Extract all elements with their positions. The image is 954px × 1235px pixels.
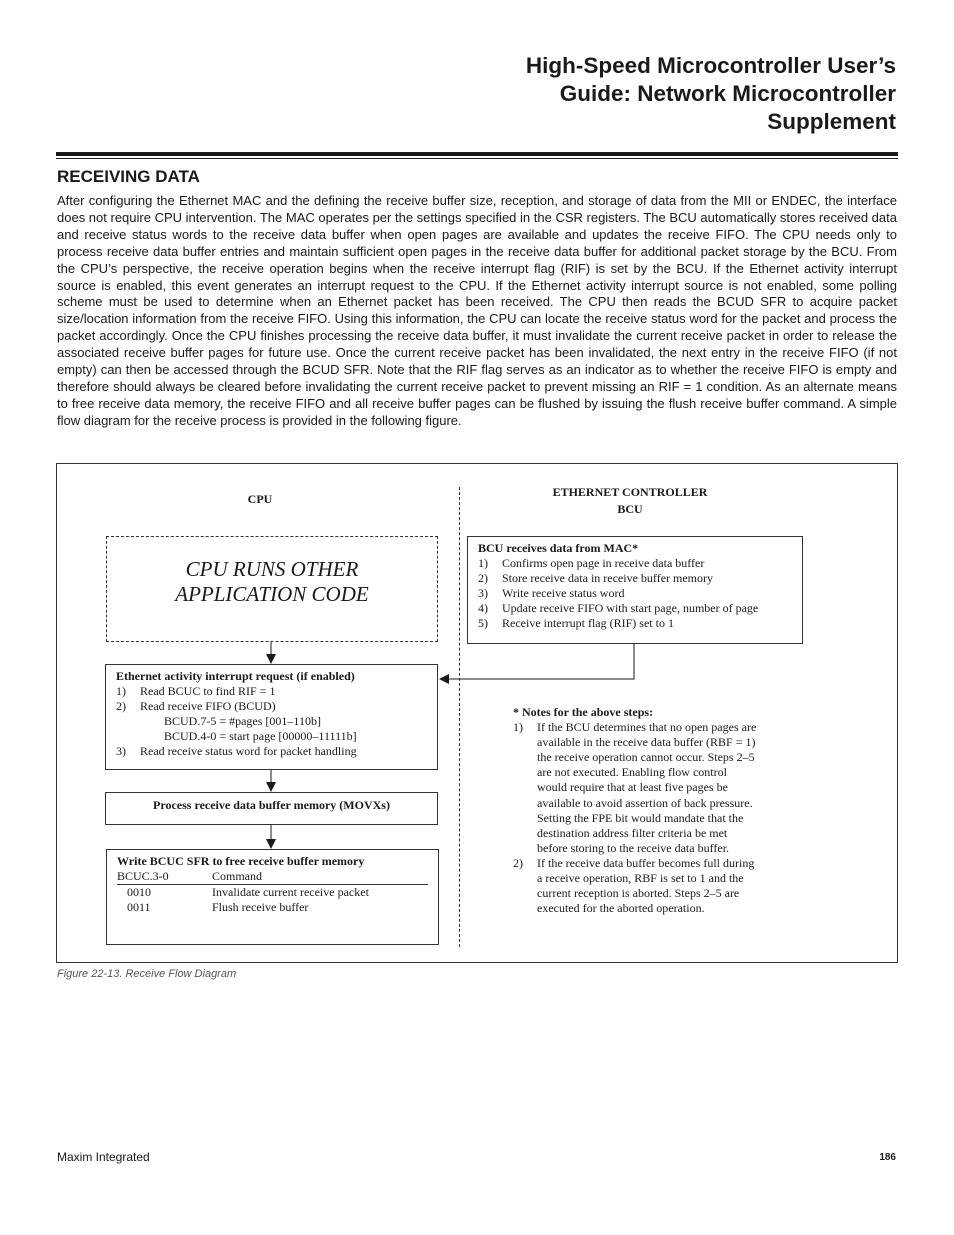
- eth-label-line-1: ETHERNET CONTROLLER: [552, 485, 708, 499]
- bcu-box-title: BCU receives data from MAC*: [478, 541, 639, 555]
- title-line-3: Supplement: [767, 109, 896, 134]
- table-cell: Invalidate current receive packet: [212, 885, 369, 900]
- table-cell: Flush receive buffer: [212, 900, 309, 915]
- list-item: 1) If the BCU determines that no open pages are available in the receive data buffer (RBF = 1) the receive operation cannot occur. Steps 2–5 are not executed. Enabling flow control would require that at least five pages be available to avoid assertion of back pressure. Setting the FPE bit would mandate that the destination address filter criteria be met before storing to the receive data buffer.: [513, 720, 757, 855]
- list-item: 1) Confirms open page in receive data buffer: [478, 556, 705, 571]
- body-paragraph: After configuring the Ethernet MAC and the defining the receive buffer size, reception, and storage of data from the MII or ENDEC, the interface does not require CPU intervention. The MAC operates per the settings specified in the CSR registers. The BCU automatically stores received data and receive status words to the receive data buffer when open pages are available and updates the receive FIFO. The CPU needs only to process receive data buffer entries and maintain sufficient open pages in the receive data buffer for additional packet storage by the BCU. From the CPU’s perspective, the receive operation begins when the receive interrupt flag (RIF) is set by the BCU. If the Ethernet activity interrupt source is enabled, this event generates an interrupt request to the CPU. If the Ethernet activity interrupt source is not enabled, some polling scheme must be used to determine when an Ethernet packet has been received. The CPU then reads the BCUD SFR to acquire packet size/location information from the receive FIFO. Using this information, the CPU can locate the receive status word for the packet and process the packet accordingly. Once the CPU finishes processing the receive data buffer, it must invalidate the current receive packet in order to release the associated receive buffer pages for future use. Once the current receive packet has been invalidated, the next entry in the receive FIFO (if not empty) can then be accessed through the BCUD SFR. Note that the RIF flag serves as an indicator as to whether the receive FIFO is empty and therefore should always be cleared before invalidating the current receive packet to prevent missing an RIF = 1 condition. As an alternate means to free receive data memory, the receive FIFO and all receive buffer pages can be flushed by issuing the flush receive buffer command. A simple flow diagram for the receive process is provided in the following figure.: [57, 193, 897, 428]
- list-subitem: BCUD.4-0 = start page [00000–11111b]: [164, 729, 357, 744]
- process-buffer-box: Process receive data buffer memory (MOVXs): [105, 792, 438, 825]
- table-cell: 0010: [127, 885, 151, 900]
- figure-caption: Figure 22-13. Receive Flow Diagram: [57, 968, 237, 980]
- list-item: 4) Update receive FIFO with start page, number of page: [478, 601, 759, 616]
- table-cell: 0011: [127, 900, 151, 915]
- list-item: 5) Receive interrupt flag (RIF) set to 1: [478, 616, 674, 631]
- list-item: 1) Read BCUC to find RIF = 1: [116, 684, 276, 699]
- section-heading: RECEIVING DATA: [57, 167, 200, 186]
- write-box-title: Write BCUC SFR to free receive buffer memory: [117, 854, 365, 868]
- title-line-2: Guide: Network Microcontroller: [559, 81, 896, 106]
- list-item: 2) If the receive data buffer becomes full during a receive operation, RBF is set to 1 and the current reception is aborted. Steps 2–5 are executed for the aborted operation.: [513, 855, 755, 916]
- eth-label-line-2: BCU: [617, 502, 643, 516]
- list-subitem: BCUD.7-5 = #pages [001–110b]: [164, 714, 321, 729]
- title-line-1: High-Speed Microcontroller User’s: [525, 53, 896, 78]
- list-item: 2) Read receive FIFO (BCUD): [116, 699, 276, 714]
- column-header: BCUC.3-0: [117, 869, 169, 884]
- list-item: 3) Write receive status word: [478, 586, 625, 601]
- list-item: 3) Read receive status word for packet handling: [116, 744, 357, 759]
- notes-title: * Notes for the above steps:: [513, 705, 654, 719]
- footer-company: Maxim Integrated: [57, 1150, 150, 1164]
- cpu-runs-line-2: APPLICATION CODE: [175, 581, 369, 606]
- page-number: 186: [879, 1152, 896, 1163]
- cpu-column-label: CPU: [247, 492, 273, 506]
- column-header: Command: [212, 869, 262, 884]
- cpu-runs-line-1: CPU RUNS OTHER: [185, 557, 359, 581]
- list-item: 2) Store receive data in receive buffer memory: [478, 571, 714, 586]
- interrupt-box-title: Ethernet activity interrupt request (if enabled): [116, 669, 355, 683]
- arrow-bcu-to-interrupt: [440, 644, 634, 679]
